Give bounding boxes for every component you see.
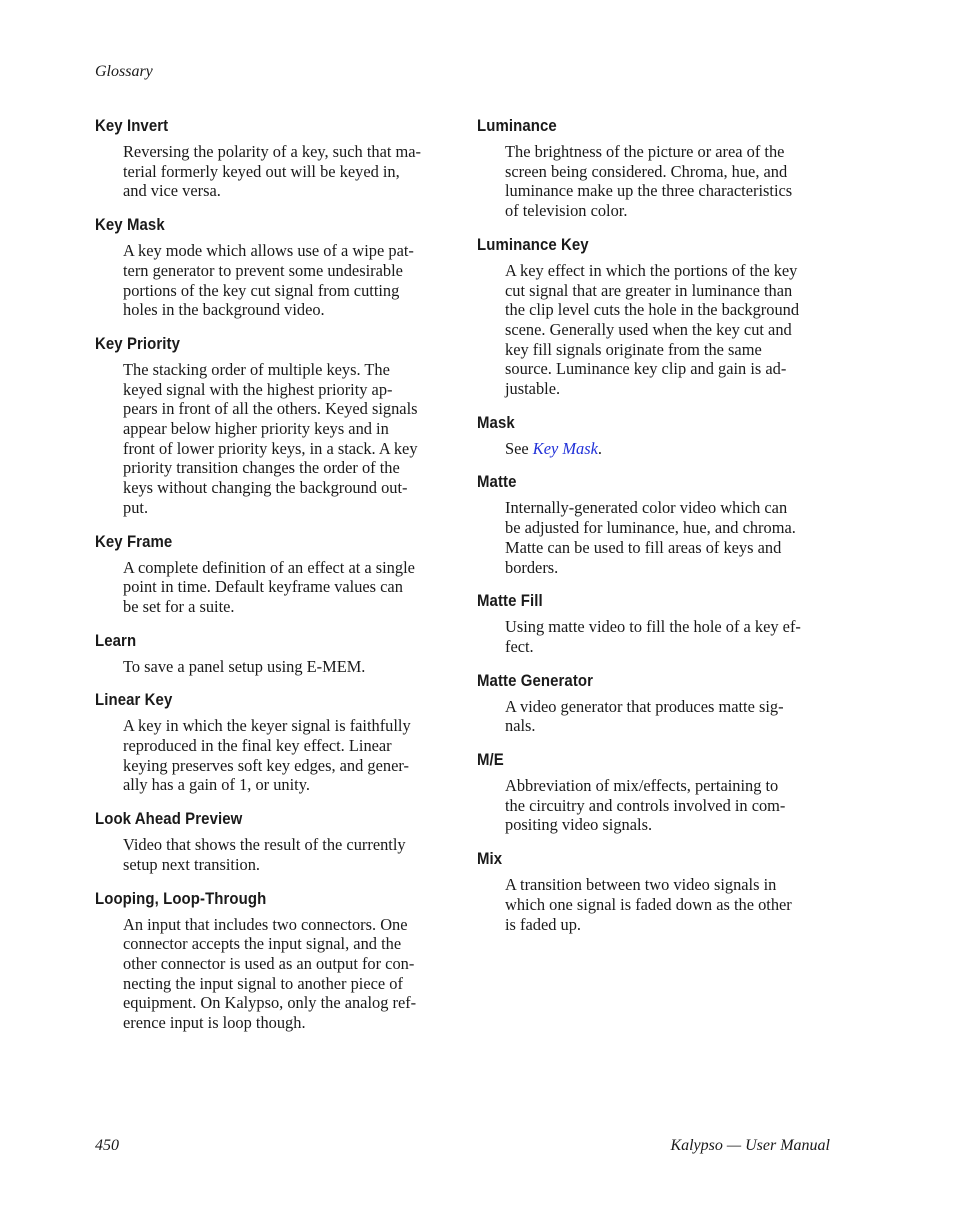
glossary-definition: Abbreviation of mix/effects, pertaining to the circuitry and controls involved in com- positing video signals. — [505, 776, 786, 835]
glossary-entry-matte — [477, 472, 837, 577]
glossary-term: Luminance — [477, 116, 557, 135]
glossary-entry-key-frame — [95, 532, 455, 617]
glossary-definition: To save a panel setup using E-MEM. — [123, 656, 366, 676]
glossary-definition: A key in which the keyer signal is faithfully reproduced in the final key effect. Linear keying preserves soft key edges, and gener- ally has a gain of 1, or unity. — [123, 716, 411, 795]
glossary-definition: Using matte video to fill the hole of a key ef- fect. — [505, 617, 801, 656]
glossary-term: Luminance Key — [477, 234, 589, 254]
glossary-term: Matte Generator — [477, 670, 594, 690]
page-number: 450 — [95, 1137, 119, 1154]
glossary-definition: The stacking order of multiple keys. The keyed signal with the highest priority ap- pears in front of all the others. Keyed signals appear below higher priority keys and in front of lower priority keys, in a stack. A key priority transition changes the order of the keys without changing the background out- put. — [123, 359, 418, 517]
glossary-entry-key-invert — [95, 116, 455, 201]
glossary-term: Key Mask — [95, 215, 165, 235]
glossary-term: Matte Fill — [477, 591, 543, 611]
glossary-term: Key Frame — [95, 531, 173, 551]
glossary-entry-mix — [477, 849, 837, 934]
glossary-entry-matte-fill — [477, 591, 837, 656]
glossary-definition — [505, 439, 833, 459]
glossary-definition: A complete definition of an effect at a single point in time. Default keyframe values can be set for a suite. — [123, 557, 415, 616]
right-column — [477, 116, 837, 948]
glossary-entry-looping — [95, 889, 455, 1033]
glossary-definition: A key effect in which the portions of the key cut signal that are greater in luminance than the clip level cuts the hole in the background scene. Generally used when the key cut and key fill signals originate from the same source. Luminance key clip and gain is ad- justable. — [505, 260, 800, 399]
glossary-term: Key Priority — [95, 333, 181, 353]
glossary-definition: Video that shows the result of the currently setup next transition. — [123, 835, 406, 874]
glossary-entry-me — [477, 750, 837, 835]
glossary-entry-key-priority — [95, 334, 455, 518]
glossary-definition: A video generator that produces matte sig- nals. — [505, 696, 784, 736]
glossary-term: Mix — [477, 849, 503, 869]
glossary-definition: An input that includes two connectors. One connector accepts the input signal, and the other connector is used as an output for con- necting the input signal to another piece of equipment. On Kalypso, only the analog ref- erence input is loop though. — [123, 914, 417, 1033]
glossary-term: Looping, Loop-Through — [95, 888, 267, 908]
see-suffix: . — [597, 438, 602, 458]
glossary-term: Mask — [477, 412, 515, 432]
left-column — [95, 116, 455, 1047]
glossary-entry-luminance-key — [477, 235, 837, 399]
glossary-entry-look-ahead-preview — [95, 809, 455, 874]
glossary-term: Learn — [95, 630, 137, 650]
glossary-term: M/E — [477, 750, 504, 770]
glossary-entry-luminance — [477, 116, 837, 221]
glossary-term: Key Invert — [95, 116, 169, 135]
see-prefix: See — [505, 438, 533, 458]
glossary-entry-matte-generator — [477, 671, 837, 736]
running-footer-title: Kalypso — User Manual — [670, 1137, 830, 1154]
glossary-term: Matte — [477, 472, 517, 492]
glossary-definition: A transition between two video signals in which one signal is faded down as the other is faded up. — [505, 875, 792, 934]
glossary-definition: Reversing the polarity of a key, such that ma- terial formerly keyed out will be keyed in, and vice versa. — [123, 142, 421, 201]
glossary-entry-mask — [477, 413, 837, 459]
glossary-entry-learn — [95, 631, 455, 677]
glossary-definition: Internally-generated color video which can be adjusted for luminance, hue, and chroma. Matte can be used to fill areas of keys and borders. — [505, 498, 796, 577]
glossary-term: Look Ahead Preview — [95, 809, 243, 829]
key-mask-link[interactable]: Key Mask — [532, 438, 598, 458]
glossary-term: Linear Key — [95, 690, 173, 710]
running-header: Glossary — [95, 63, 153, 80]
glossary-entry-key-mask — [95, 215, 455, 320]
glossary-definition: A key mode which allows use of a wipe pat- tern generator to prevent some undesirable portions of the key cut signal from cutting holes in the background video. — [123, 241, 414, 320]
glossary-definition: The brightness of the picture or area of the screen being considered. Chroma, hue, and luminance make up the three characteristics of television color. — [505, 142, 793, 221]
glossary-entry-linear-key — [95, 690, 455, 795]
